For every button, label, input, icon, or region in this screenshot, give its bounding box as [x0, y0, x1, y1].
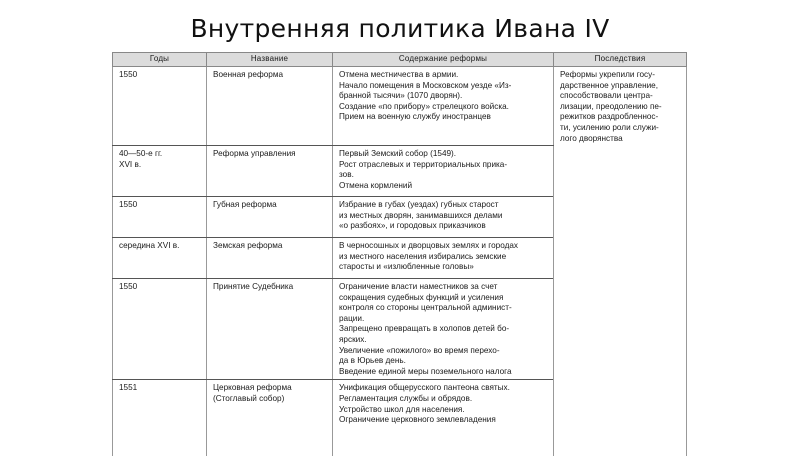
- year-cell: 1550: [113, 279, 207, 380]
- year-cell: 40—50-е гг. XVI в.: [113, 146, 207, 197]
- reform-name-cell: Принятие Судебника: [207, 279, 333, 380]
- reform-name-cell: Реформа управления: [207, 146, 333, 197]
- reform-name-cell: Церковная реформа (Стоглавый собор): [207, 380, 333, 456]
- table-header-row: [113, 53, 687, 67]
- reform-name-cell: Земская реформа: [207, 238, 333, 279]
- consequences-cell: Реформы укрепили госу- дарственное управление, способствовали центра- лизации, преодолению пе- режитков раздробленнос- ти, усилению роли служи- лого дворянства: [554, 67, 687, 456]
- header-years: Годы: [113, 53, 207, 67]
- header-consequences: Последствия: [554, 53, 687, 67]
- year-cell: середина XVI в.: [113, 238, 207, 279]
- header-content: Содержание реформы: [333, 53, 554, 67]
- page-title: Внутренняя политика Ивана IV: [190, 14, 610, 43]
- reform-content-cell: Первый Земский собор (1549). Рост отраслевых и территориальных прика- зов. Отмена кормлений: [333, 146, 554, 197]
- year-cell: 1550: [113, 67, 207, 146]
- header-name: Название: [207, 53, 333, 67]
- year-cell: 1551: [113, 380, 207, 456]
- reform-name-cell: Военная реформа: [207, 67, 333, 146]
- reform-content-cell: Унификация общерусского пантеона святых. Регламентация службы и обрядов. Устройство школ для населения. Ограничение церковного землевладения: [333, 380, 554, 456]
- reform-content-cell: Отмена местничества в армии. Начало помещения в Московском уезде «Из- бранной тысячи» (1070 дворян). Создание «по прибору» стрелецкого войска. Прием на военную службу иностранцев: [333, 67, 554, 146]
- reform-content-cell: Ограничение власти наместников за счет сокращения судебных функций и усиления контроля со стороны центральной админист- рации. Запрещено превращать в холопов детей бо- ярских. Увеличение «пожилого» во время перехо- да в Юрьев день. Введение единой меры поземельного налога: [333, 279, 554, 380]
- reform-content-cell: В черносошных и дворцовых землях и городах из местного населения избирались земские старосты и «излюбленные головы»: [333, 238, 554, 279]
- reforms-table: [112, 52, 687, 456]
- table-row: [113, 67, 687, 146]
- year-cell: 1550: [113, 197, 207, 238]
- reform-name-cell: Губная реформа: [207, 197, 333, 238]
- reform-content-cell: Избрание в губах (уездах) губных старост из местных дворян, занимавшихся делами «о разбоях», и городовых приказчиков: [333, 197, 554, 238]
